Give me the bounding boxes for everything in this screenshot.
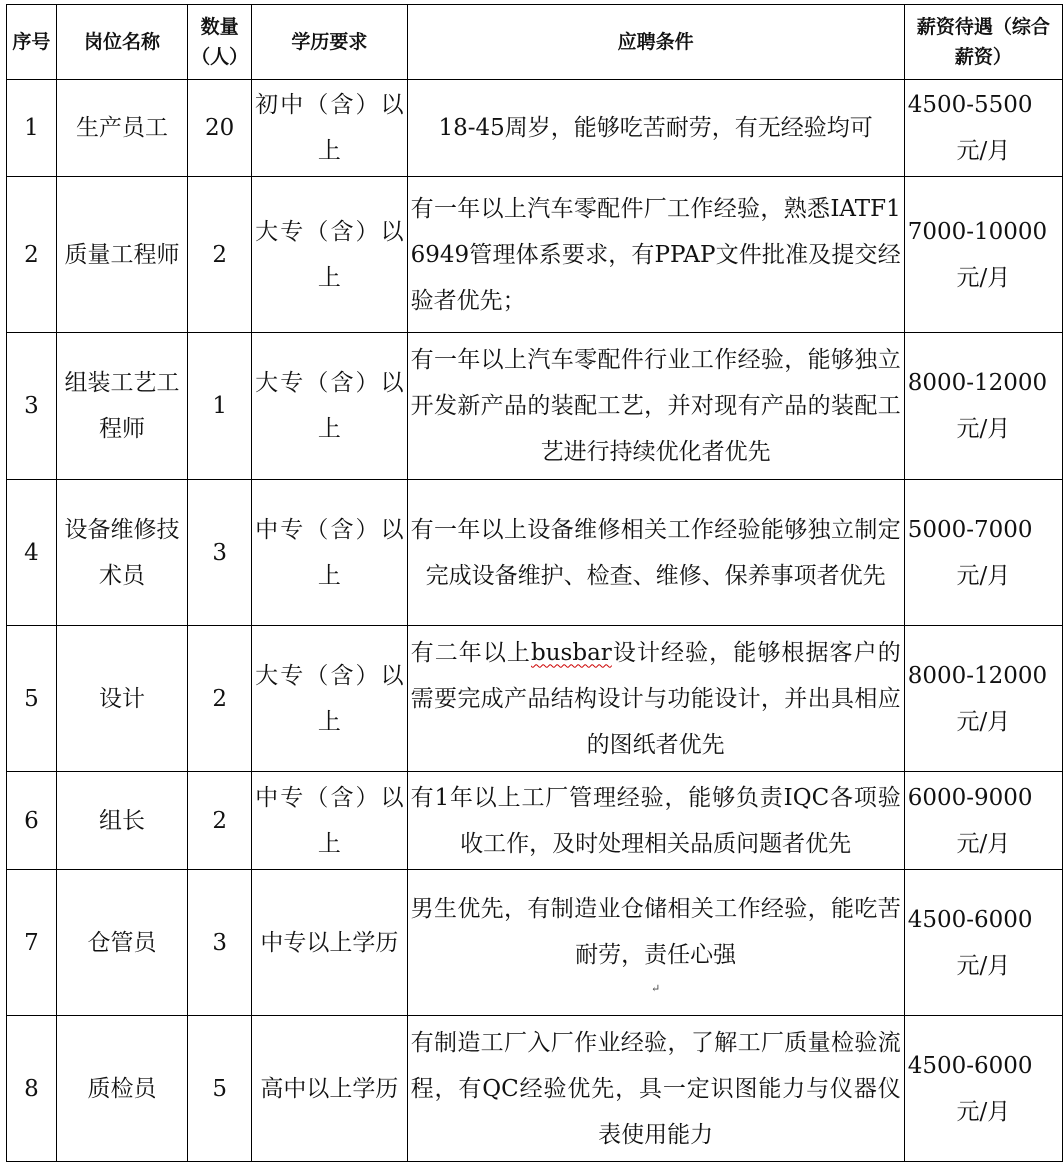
table-row	[7, 177, 1063, 333]
header-count: 数量（人）	[188, 5, 252, 80]
cell-position: 设计	[56, 626, 187, 772]
requirements-text: 男生优先，有制造业仓储相关工作经验，能吃苦耐劳，责任心强	[410, 895, 901, 968]
requirements-text-post: 设计经验，能够根据客户的需要完成产品结构设计与功能设计，并出具相应的图纸者优先	[410, 639, 901, 758]
cell-count: 2	[188, 626, 252, 772]
cell-education: 大专（含）以上	[252, 177, 407, 333]
cell-position: 生产员工	[56, 80, 187, 177]
requirements-text-pre: 有二年以上	[410, 639, 532, 666]
cell-count: 2	[188, 177, 252, 333]
cell-salary: 4500-6000元/月	[904, 1016, 1062, 1162]
document-page	[6, 4, 1063, 1162]
cell-requirements: 有1年以上工厂管理经验，能够负责IQC各项验收工作，及时处理相关品质问题者优先	[407, 772, 904, 870]
cell-education: 大专（含）以上	[252, 626, 407, 772]
header-position: 岗位名称	[56, 5, 187, 80]
cell-position: 组长	[56, 772, 187, 870]
table-header-row	[7, 5, 1063, 80]
cell-position: 仓管员	[56, 870, 187, 1016]
paragraph-mark-icon: ↵	[651, 981, 661, 995]
cell-count: 2	[188, 772, 252, 870]
cell-count: 5	[188, 1016, 252, 1162]
cell-index: 2	[7, 177, 57, 333]
cell-requirements	[407, 626, 904, 772]
cell-requirements	[407, 870, 904, 1016]
cell-index: 7	[7, 870, 57, 1016]
spellcheck-word: busbar	[531, 639, 612, 666]
cell-index: 6	[7, 772, 57, 870]
cell-requirements: 有制造工厂入厂作业经验，了解工厂质量检验流程，有QC经验优先，具一定识图能力与仪器仪表使用能力	[407, 1016, 904, 1162]
cell-salary: 8000-12000元/月	[904, 333, 1062, 480]
cell-education: 中专（含）以上	[252, 480, 407, 626]
cell-count: 1	[188, 333, 252, 480]
cell-position: 质量工程师	[56, 177, 187, 333]
cell-requirements: 18-45周岁，能够吃苦耐劳，有无经验均可	[407, 80, 904, 177]
cell-salary: 5000-7000元/月	[904, 480, 1062, 626]
cell-salary: 4500-6000元/月	[904, 870, 1062, 1016]
cell-education: 大专（含）以上	[252, 333, 407, 480]
header-salary: 薪资待遇（综合薪资）	[904, 5, 1062, 80]
table-row	[7, 626, 1063, 772]
cell-salary: 7000-10000元/月	[904, 177, 1062, 333]
cell-index: 3	[7, 333, 57, 480]
cell-count: 3	[188, 870, 252, 1016]
table-row	[7, 333, 1063, 480]
requirements-text: 有一年以上汽车零配件厂工作经验，熟悉IATF16949管理体系要求，有PPAP文件批准及提交经验者优先；	[410, 195, 901, 314]
cell-requirements: 有一年以上设备维修相关工作经验能够独立制定完成设备维护、检查、维修、保养事项者优先	[407, 480, 904, 626]
cell-position: 质检员	[56, 1016, 187, 1162]
table-row	[7, 480, 1063, 626]
cell-position: 设备维修技术员	[56, 480, 187, 626]
header-requirements: 应聘条件	[407, 5, 904, 80]
cell-education: 高中以上学历	[252, 1016, 407, 1162]
table-row	[7, 1016, 1063, 1162]
cell-education: 中专（含）以上	[252, 772, 407, 870]
cell-education: 中专以上学历	[252, 870, 407, 1016]
cell-index: 1	[7, 80, 57, 177]
cell-position: 组装工艺工程师	[56, 333, 187, 480]
cell-index: 5	[7, 626, 57, 772]
cell-salary: 4500-5500元/月	[904, 80, 1062, 177]
table-row	[7, 80, 1063, 177]
cell-index: 4	[7, 480, 57, 626]
cell-count: 20	[188, 80, 252, 177]
cell-requirements: 有一年以上汽车零配件行业工作经验，能够独立开发新产品的装配工艺，并对现有产品的装配工艺进行持续优化者优先	[407, 333, 904, 480]
cell-education: 初中（含）以上	[252, 80, 407, 177]
header-education: 学历要求	[252, 5, 407, 80]
table-row	[7, 772, 1063, 870]
cell-salary: 8000-12000元/月	[904, 626, 1062, 772]
cell-salary: 6000-9000元/月	[904, 772, 1062, 870]
cell-index: 8	[7, 1016, 57, 1162]
recruitment-table	[6, 4, 1063, 1162]
header-index: 序号	[7, 5, 57, 80]
cell-count: 3	[188, 480, 252, 626]
table-row	[7, 870, 1063, 1016]
cell-requirements	[407, 177, 904, 333]
